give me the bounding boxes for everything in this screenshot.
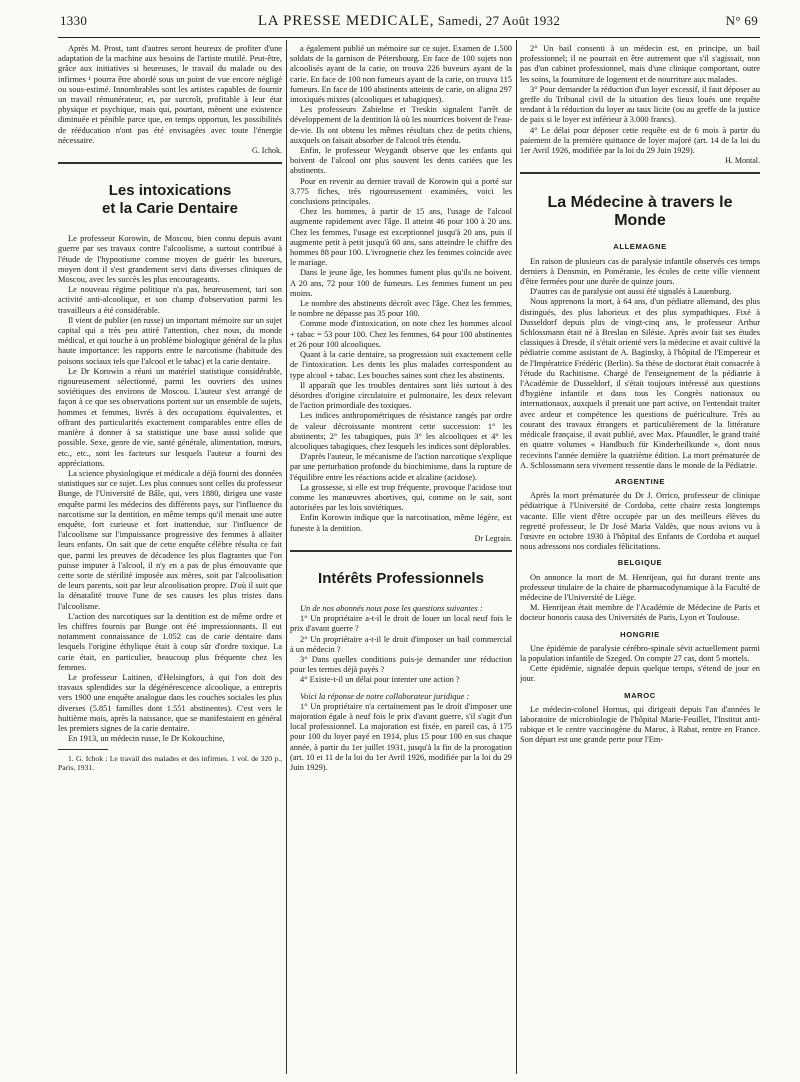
paragraph: Le professeur Korowin, de Moscou, bien connu depuis avant guerre par ses travaux contre l'alcoolisme, a surtout contribué à l'étude de l'hypnotisme comme moyen de guérir les buveurs, moyen dont il s'est grandement servi dans diverses cliniques de Moscou, avec les succès les plus encourageants.: [58, 234, 282, 285]
section-title: Intérêts Professionnels: [318, 569, 484, 587]
prev-article-end: Après M. Prost, tant d'autres seront heureux de profiter d'une adaptation de la machine aux besoins de l'artiste mutilé. Peut-être, grâce aux initiatives si heureuses, le travail du malade ou des infirmes ¹ pourra être abordé sous un point de vue encore négligé ou sous-estimé. Innombrables sont les artistes capables de fournir un travail rémunérateur, et, par surcroît, profitable à leur état physique et psychique, mais qui, pourtant, mènent une existence diminuée et pénible parce que, en temps opportun, les possibilités de rééducation n'ont pas été envisagées avec toute l'énergie nécessaire.: [58, 44, 282, 145]
signature: Dr Legrain.: [474, 533, 512, 543]
paragraph: On annonce la mort de M. Henrijean, qui fut durant trente ans professeur titulaire de la chaire de pharmacodynamique à la Faculté de médecine de l'Université de Liège.: [520, 572, 760, 602]
column-2: [290, 44, 512, 1078]
country-heading: ARGENTINE: [614, 476, 666, 486]
paragraph: Enfin, le professeur Weygandt observe que les enfants qui boivent de l'alcool ont plus souvent les dents cariées que les abstinents.: [290, 146, 512, 176]
paragraph: Le Dr Korowin a réuni un matériel statistique considérable, rigoureusement sélectionné, parmi les ouvriers des usines soviétiques des environs de Moscou. L'auteur s'est arrangé de façon à ce que ses observations portent sur un ensemble de sujets, hommes et femmes, livrés à des occupations équivalentes, et offrant des particularités exactement comparables entre elles de manière à donner à sa statistique une base aussi solide que possible. Sexe, genre de vie, santé générale, alimentation, mœurs, etc., etc., sont les facteurs sur lesquels l'auteur a fourni des appréciations.: [58, 366, 282, 468]
column-divider: [516, 40, 517, 1074]
header-center: [60, 13, 758, 30]
issue-number: N° 69: [725, 13, 758, 28]
page-number: 1330: [60, 13, 88, 28]
question: 4° Existe-t-il un délai pour intenter une action ?: [300, 675, 460, 685]
paragraph: En raison de plusieurs cas de paralysie infantile observés ces temps derniers à Densmin, en Poméranie, les écoles de cette ville viennent d'être fermées pour une durée de quinze jours.: [520, 256, 760, 287]
paragraph: Dans le jeune âge, les hommes fument plus qu'ils ne boivent. A 20 ans, 72 pour 100 de fumeurs. Les femmes fument un peu moins.: [290, 268, 512, 298]
article-separator: [58, 162, 282, 164]
paragraph: Après la mort prématurée du Dr J. Orrico, professeur de clinique pédiatrique à l'Université de Cordoba, cette chaire resta longtemps vacante. Elle vient d'être occupée par un des meilleurs élèves du regretté professeur, le Dr José Maria Valdès, que nous avions vu à l'œuvre en octobre 1930 à l'hôpital des Enfants de Cordoba et auquel nous adressons nos cordiales félicitations.: [520, 491, 760, 552]
answer: 2° Un bail consenti à un médecin est, en principe, un bail professionnel; il ne pourrait en être autrement que s'il s'agissait, non pas d'un cabinet professionnel, mais d'une clinique comportant, outre les soins, la fourniture de logement et de nourriture aux malades.: [520, 44, 760, 84]
paragraph: Chez les hommes, à partir de 15 ans, l'usage de l'alcool augmente rapidement avec l'âge. Il atteint 46 pour 100 à 20 ans. Chez les femmes, l'usage est exceptionnel jusqu'à 20 ans, puis il augmente petit à petit jusqu'à 60 ans, sans atteindre le chiffre des hommes 88 pour 100. L'ivrognerie chez les femmes coïncide avec le mariage.: [290, 207, 512, 268]
paragraph: Une épidémie de paralysie cérébro-spinale sévit actuellement parmi la population infantile de Szeged. On compte 27 cas, dont 5 mortels.: [520, 643, 760, 663]
question: 2° Un propriétaire a-t-il le droit d'imposer un bail commercial à un médecin ?: [290, 634, 512, 654]
paragraph: Pour en revenir au dernier travail de Korowin qui a porté sur 3.775 fiches, très rigoureusement examinées, voici les conclusions principales.: [290, 176, 512, 207]
paragraph: Le nouveau régime politique n'a pas, heureusement, tari son activité anti-alcoolique, et son champ d'observation parmi les travailleurs a été considérable.: [58, 285, 282, 315]
paragraph: D'après l'auteur, le mécanisme de l'action narcotique s'explique par une perturbation profonde du biochimisme, dans la rupture de l'équilibre entre les réactions acide et alcaline (acidose).: [290, 452, 512, 482]
paragraph: Il vient de publier (en russe) un important mémoire sur un sujet capital qui a très peu attiré l'attention, chez nous, du monde médical, et qui touche à un problème biologique général de la plus haute importance: les rapports entre le narcotisme (habitude des poisons sociaux tels que l'alcool et le tabac) et la carie dentaire.: [58, 315, 282, 366]
paragraph: La grossesse, si elle est trop fréquente, provoque l'acidose tout comme les manœuvres abortives, qui, comme on le sait, sont autorisées par les lois soviétiques.: [290, 482, 512, 513]
paragraph: a également publié un mémoire sur ce sujet. Examen de 1.500 soldats de la garnison de Pétersbourg. En face de 100 sujets non alcoolisés ayant de la carie, on trouva 226 buveurs ayant de la carie. En face de 100 non fumeurs ayant de la carie, on trouva 115 fumeurs. En face de 100 abstinents atteints de carie, on aligna 297 intoxiqués mixtes (alcooliques et tabagiques).: [290, 44, 512, 105]
answer: 3° Pour demander la réduction d'un loyer excessif, il faut déposer au greffe du Tribunal civil de la situation des lieux loués une requête tendant à la réduction du loyer au taux licite (ou au greffe de la justice de paix si le loyer est inférieur à 3.000 francs).: [520, 84, 760, 125]
section-title: La Médecine à travers le Monde: [547, 194, 733, 230]
paragraph: Le professeur Laitinen, d'Helsingfors, à qui l'on doit des travaux splendides sur la dégénérescence alcoolique, a entrepris vers 1900 une enquête analogue dans les couches sociales les plus diverses (5.851 familles dont 1.551 abstinentes). C'est vers le huitième mois, après la naissance, que se manifestaient en général les premiers signes de la carie dentaire.: [58, 672, 282, 733]
paragraph: Le médecin-colonel Hornus, qui dirigeait depuis l'an d'années le laboratoire de microbiologie de l'hôpital Marie-Feuillet, l'Institut anti-rabique et le centre vaccinogène du Maroc, à Rabat, rentre en France. Son départ est une grande perte pour l'Em-: [520, 704, 760, 745]
signature: G. Ichok.: [252, 146, 282, 156]
footnote-rule: [58, 749, 108, 750]
paragraph: Enfin Korowin indique que la narcotisation, même légère, est funeste à la dentition.: [290, 513, 512, 533]
article-separator: [290, 550, 512, 552]
journal-title: LA PRESSE MEDICALE,: [257, 13, 435, 29]
signature: H. Montal.: [725, 156, 760, 166]
paragraph: Cette épidémie, signalée depuis quelque temps, s'étend de jour en jour.: [520, 664, 760, 684]
intro-text: Voici la réponse de notre collaborateur juridique :: [300, 691, 470, 701]
country-heading: BELGIQUE: [617, 558, 663, 568]
country-heading: MAROC: [624, 690, 656, 700]
column-1: [58, 44, 282, 1078]
column-3: [520, 44, 760, 1078]
paragraph: D'autres cas de paralysie ont aussi été signalés à Lauenburg.: [530, 287, 732, 297]
paragraph: M. Henrijean était membre de l'Académie de Médecine de Paris et docteur honoris causa des Universités de Paris, Lyon et Toulouse.: [520, 603, 760, 623]
intro-text: Un de nos abonnés nous pose les questions suivantes :: [300, 603, 483, 613]
footnote: 1. G. Ichok : Le travail des malades et des infirmes. 1 vol. de 320 p., Paris, 1931.: [58, 754, 282, 773]
paragraph: Il apparaît que les troubles dentaires sont liés surtout à des désordres d'origine circulatoire et pulmonaire, les deux relevant de l'action primordiale des toxiques.: [290, 380, 512, 411]
issue-date: Samedi, 27 Août 1932: [437, 13, 561, 28]
paragraph: Comme mode d'intoxication, on note chez les hommes alcool + tabac = 53 pour 100. Chez les femmes, 64 pour 100 abstinentes et 26 pour 100 alcooliques.: [290, 319, 512, 349]
article-separator: [520, 172, 760, 174]
paragraph: Quant à la carie dentaire, sa progression suit exactement celle de l'intoxication. Les dents les plus malades correspondent au type alcool + tabac. Les bouches saines sont chez les abstinents.: [290, 350, 512, 380]
column-divider: [286, 40, 287, 1074]
question: 3° Dans quelles conditions puis-je demander une réduction pour les termes déjà payés ?: [290, 654, 512, 675]
answer: 4° Le délai pour déposer cette requête est de 6 mois à partir du paiement de la première quittance de loyer majoré (art. 14 de la loi du 1er Avril 1926, modifiée par la loi du 29 Juin 1929).: [520, 125, 760, 156]
paragraph: L'action des narcotiques sur la dentition est de même ordre et les chiffres fournis par Bunge ont été impressionnants. Il eut notamment connaissance de 1.052 cas de carie dentaire dans lesquels l'origine éthylique était à coup sûr d'ordre toxique. La carie était, en particulier, beaucoup plus fréquente chez les femmes.: [58, 611, 282, 672]
article-title-line-1: Les intoxications: [108, 182, 232, 200]
paragraph: Les professeurs Zabielme et Treskin signalent l'arrêt de développement de la dentition là où les nourrices boivent de l'eau-de-vie. Ils ont obtenu les mêmes résultats chez de petits chiens, auxquels on faisait absorber de l'alcool très étendu.: [290, 105, 512, 145]
country-heading: HONGRIE: [620, 629, 660, 639]
article-title-line-2: et la Carie Dentaire: [102, 200, 238, 218]
question: 1° Un propriétaire a-t-il le droit de louer un local neuf fois le prix d'avant guerre ?: [290, 614, 512, 634]
running-header: [60, 13, 758, 35]
answer: 1° Un propriétaire n'a certainement pas le droit d'imposer une majoration égale à neuf fois le prix d'avant guerre, s'il s'agit d'un local professionnel. La majoration est fixée, en pareil cas, à 175 pour 100 du loyer payé en 1914, plus 15 pour 100 en sus chaque année, à partir du 1er juillet 1931, jusqu'à la fin de la prorogation (art. 10 et 11 de la loi du 1er Avril 1926, modifiée par la loi du 29 Juin 1929).: [290, 701, 512, 772]
paragraph: Le nombre des abstinents décroît avec l'âge. Chez les femmes, le nombre ne dépasse pas 35 pour 100.: [290, 299, 512, 319]
header-rule: [58, 37, 760, 38]
paragraph: En 1913, un médecin russe, le Dr Kokouchine,: [68, 734, 225, 744]
paragraph: Les indices anthropométriques de résistance rangés par ordre de valeur décroissante montrent cette succession: 1° les abstinents; 2° les tabagiques, puis 3° les alcooliques et 4° les alcooliques tabagiques, chez lesquels les indices sont déplorables.: [290, 411, 512, 451]
country-heading: ALLEMAGNE: [613, 242, 667, 252]
paragraph: La science physiologique et médicale a déjà fourni des données statistiques sur ce sujet. Les plus connues sont celles du professeur Bunge, de l'Université de Bâle, qui, vers 1880, dirigea une vaste enquête parmi les médecins des différents pays, sur l'influence du narcotisme sur la dentition, en même temps qu'il menait une autre enquête, fort curieuse et fort inattendue, sur l'influence de l'alcoolisme sur l'impuissance progressive des femmes à allaiter leurs enfants. On sait que de cette enquête célèbre résulta ce fait que, parmi les preuves de décadence les plus flagrantes que l'on puisse imputer à l'alcool, il n'y en a pas de plus émouvante que cette sorte de stérilité imposée aux mères, soit par l'alcoolisation de leurs parents, soit par leur alcoolisation propre. D'où il suit que la dénatalité trouve l'une de ses causes les plus tristes dans l'alcoolisme.: [58, 468, 282, 611]
paragraph: Nous apprenons la mort, à 64 ans, d'un pédiatre allemand, des plus distingués, des plus laborieux et des plus sympathiques. Fixé à Dusseldorf depuis plus de vingt-cinq ans, le professeur Arthur Schlossmann était né à Breslau en Silésie. Après avoir fait ses études classiques à Dresde, il s'était orienté vers la médecine et avait cultivé la pédiatrie comme assistant de A. Baginsky, à l'hôpital de l'Empereur et de l'Impératrice Frédéric (Berlin). Sa thèse de doctorat était consacrée à l'étude du Rachitisme. Chargé de l'enseignement de la pédiatrie à l'Académie de Dusseldorf, il s'était toujours intéressé aux questions d'hygiène infantile et dans tous les Congrès nationaux ou internationaux, auxquels il prenait une part active, on l'entendait traiter avec ardeur et compétence les questions de puériculture. Très au courant des travaux étrangers et particulièrement de la littérature médicale française, il avait publié, avec Max. Pfaundler, le grand traité en quatre volumes « Handbuch für Kinderheilkunde », dont nous recevions l'année dernière la quatrième édition. La mort prématurée de A. Schlossmann sera vivement ressentie dans le monde de la Pédiatrie.: [520, 297, 760, 470]
article-title: [58, 182, 282, 218]
